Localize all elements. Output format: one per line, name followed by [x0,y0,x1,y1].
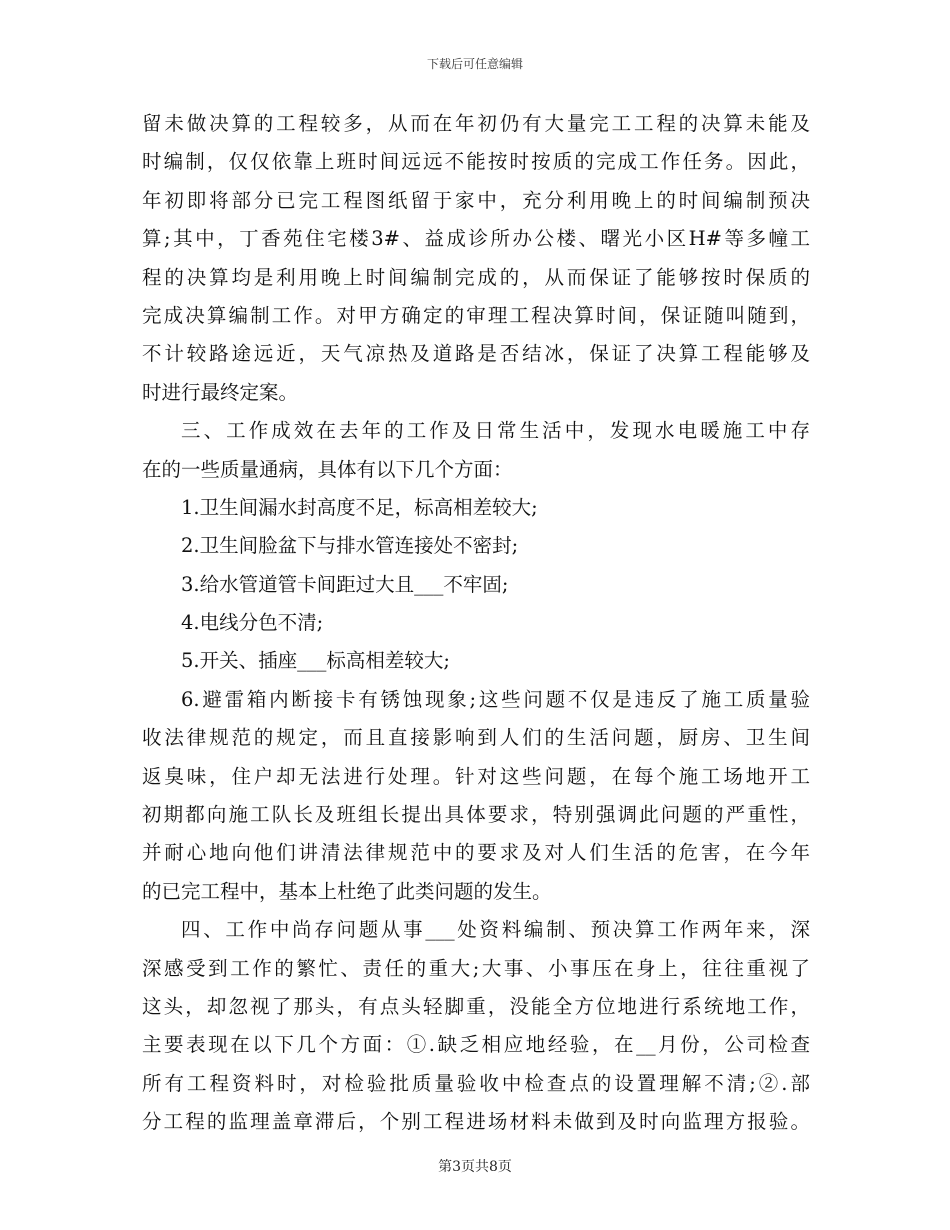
page-footer: 第3页共8页 [438,1159,512,1175]
text-line: 四、工作中尚存问题从事___处资料编制、预决算工作两年来，深 [181,918,810,942]
text-line: 三、工作成效在去年的工作及日常生活中，发现水电暖施工中存 [181,419,810,443]
text-line: 1.卫生间漏水封高度不足，标高相差较大; [181,495,538,519]
text-line: 时进行最终定案。 [142,380,299,404]
text-line: 算;其中，丁香苑住宅楼3#、益成诊所办公楼、曙光小区H#等多幢工 [142,227,810,251]
text-line: 在的一些质量通病，具体有以下几个方面： [142,457,513,481]
text-line: 6.避雷箱内断接卡有锈蚀现象;这些问题不仅是违反了施工质量验 [181,687,810,711]
text-line: 这头，却忽视了那头，有点头轻脚重，没能全方位地进行系统地工作， [142,994,810,1018]
text-line: 4.电线分色不清; [181,611,324,635]
text-line: 并耐心地向他们讲清法律规范中的要求及对人们生活的危害，在今年 [142,841,810,865]
text-line: 初期都向施工队长及班组长提出具体要求，特别强调此问题的严重性， [142,803,810,827]
text-line: 2.卫生间脸盆下与排水管连接处不密封; [181,534,519,558]
text-line: 年初即将部分已完工程图纸留于家中，充分利用晚上的时间编制预决 [142,188,810,212]
text-line: 3.给水管道管卡间距过大且___不牢固; [181,572,509,596]
document-body [142,105,810,1142]
text-line: 程的决算均是利用晚上时间编制完成的，从而保证了能够按时保质的 [142,265,810,289]
text-line: 留未做决算的工程较多，从而在年初仍有大量完工工程的决算未能及 [142,112,810,135]
text-line: 的已完工程中，基本上杜绝了此类问题的发生。 [142,879,552,903]
text-line: 不计较路途远近，天气凉热及道路是否结冰，保证了决算工程能够及 [142,342,810,366]
text-line: 5.开关、插座___标高相差较大; [181,649,450,673]
text-line: 分工程的监理盖章滞后，个别工程进场材料未做到及时向监理方报验。 [142,1110,810,1134]
text-line: 返臭味，住户却无法进行处理。针对这些问题，在每个施工场地开工 [142,764,810,788]
text-line: 主要表现在以下几个方面：①.缺乏相应地经验，在__月份，公司检查 [142,1033,810,1057]
text-line: 所有工程资料时，对检验批质量验收中检查点的设置理解不清;②.部 [142,1071,810,1095]
text-line: 深感受到工作的繁忙、责任的重大;大事、小事压在身上，往往重视了 [142,956,810,980]
text-line: 完成决算编制工作。对甲方确定的审理工程决算时间，保证随叫随到， [142,303,810,327]
page-header: 下载后可任意编辑 [426,57,523,71]
text-line: 时编制，仅仅依靠上班时间远远不能按时按质的完成工作任务。因此， [142,150,810,174]
text-line: 收法律规范的规定，而且直接影响到人们的生活问题，厨房、卫生间 [142,726,810,750]
